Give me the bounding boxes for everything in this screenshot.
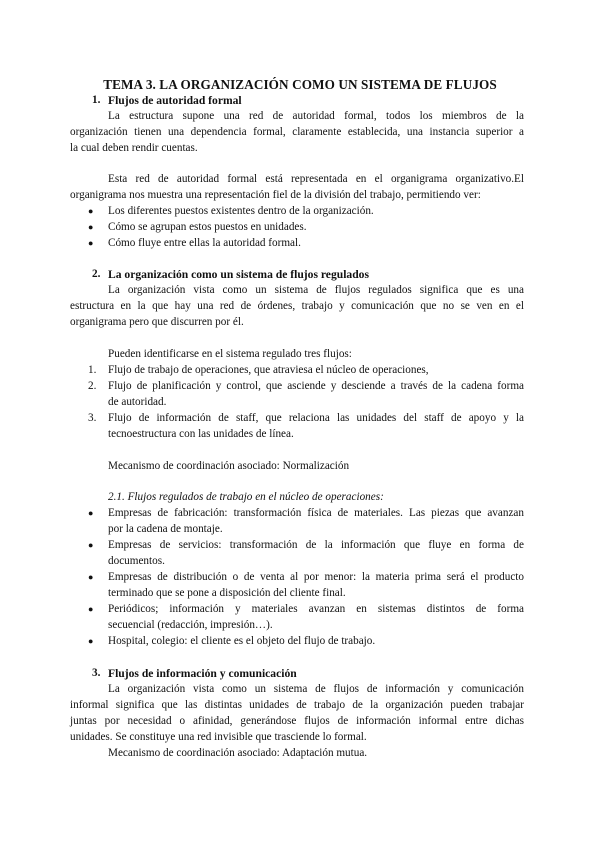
s2-sub-bullet-1-line-1: Empresas de fabricación: transformación física de materiales. Las piezas que avanzan	[108, 507, 524, 519]
s1-bullet-3: Cómo fluye entre ellas la autoridad formal.	[108, 237, 301, 249]
s3-mechanism: Mecanismo de coordinación asociado: Adaptación mutua.	[108, 747, 368, 759]
bullet-icon: ●	[88, 238, 94, 248]
s1-bullet-1: Los diferentes puestos existentes dentro de la organización.	[108, 205, 374, 217]
s2-item-2-line-2: de autoridad.	[108, 396, 167, 408]
s3-p1-line-1: La organización vista como un sistema de flujos de información y comunicación	[108, 683, 524, 695]
bullet-icon: ●	[88, 206, 94, 216]
s2-sub-bullet-5-line-1: Hospital, colegio: el cliente es el objeto del flujo de trabajo.	[108, 635, 376, 647]
s1-p2-line-1: Esta red de autoridad formal está representada en el organigrama organizativo.El	[108, 173, 524, 185]
bullet-icon: ●	[88, 604, 94, 614]
s2-sub-bullet-1-line-2: por la cadena de montaje.	[108, 523, 223, 535]
s2-p1-line-2: estructura en la que hay una red de órdenes, trabajo y comunicación que no se ven en el	[70, 300, 524, 312]
s2-item-2-number: 2.	[88, 380, 97, 392]
section-2-heading: La organización como un sistema de flujos regulados	[108, 268, 369, 281]
section-1-number: 1.	[92, 94, 101, 106]
section-2-number: 2.	[92, 268, 101, 280]
s2-p2: Pueden identificarse en el sistema regulado tres flujos:	[108, 348, 352, 360]
section-1-heading: Flujos de autoridad formal	[108, 94, 242, 107]
bullet-icon: ●	[88, 636, 94, 646]
s1-p2-line-2: organigrama nos muestra una representación fiel de la división del trabajo, permitiendo ver:	[70, 189, 481, 201]
section-3-heading: Flujos de información y comunicación	[108, 667, 297, 680]
s2-p1-line-1: La organización vista como un sistema de flujos regulados significa que es una	[108, 284, 524, 296]
s3-p1-line-2: informal significa que las distintas unidades de trabajo de la organización pueden trabajar	[70, 699, 524, 711]
s1-p1-line-1: La estructura supone una red de autoridad formal, todos los miembros de la	[108, 110, 524, 122]
s2-item-3-line-2: tecnoestructura con las unidades de línea.	[108, 428, 294, 440]
s1-p1-line-3: la cual deben rendir cuentas.	[70, 142, 198, 154]
s2-item-3-number: 3.	[88, 412, 97, 424]
bullet-icon: ●	[88, 508, 94, 518]
s2-p1-line-3: organigrama pero que discurren por él.	[70, 316, 244, 328]
s2-sub-bullet-4-line-1: Periódicos; información y materiales avanzan en sistemas distintos de forma	[108, 603, 524, 615]
s2-mechanism: Mecanismo de coordinación asociado: Normalización	[108, 460, 350, 472]
s2-item-2-line-1: Flujo de planificación y control, que asciende y desciende a través de la cadena forma	[108, 380, 524, 392]
s2-sub-bullet-3-line-1: Empresas de distribución o de venta al por menor: la materia prima será el producto	[108, 571, 524, 583]
s2-sub-bullet-2-line-2: documentos.	[108, 555, 165, 567]
s3-p1-line-4: unidades. Se constituye una red invisible que trasciende lo formal.	[70, 731, 367, 743]
s2-item-1-line-1: Flujo de trabajo de operaciones, que atraviesa el núcleo de operaciones,	[108, 364, 429, 376]
s3-p1-line-3: juntas por necesidad o afinidad, generándose flujos de información informal entre dichas	[70, 715, 524, 727]
bullet-icon: ●	[88, 540, 94, 550]
section-3-number: 3.	[92, 667, 101, 679]
bullet-icon: ●	[88, 222, 94, 232]
bullet-icon: ●	[88, 572, 94, 582]
s1-bullet-2: Cómo se agrupan estos puestos en unidades.	[108, 221, 307, 233]
s2-item-1-number: 1.	[88, 364, 97, 376]
s2-sub-bullet-4-line-2: secuencial (redacción, impresión…).	[108, 619, 273, 631]
s1-p1-line-2: organización tienen una dependencia formal, claramente establecida, una instancia superior a	[70, 126, 524, 138]
document-title: TEMA 3. LA ORGANIZACIÓN COMO UN SISTEMA DE FLUJOS	[103, 77, 497, 92]
subsection-2-1-heading: 2.1. Flujos regulados de trabajo en el núcleo de operaciones:	[108, 491, 384, 503]
s2-sub-bullet-3-line-2: terminado que se pone a disposición del cliente final.	[108, 587, 346, 599]
s2-sub-bullet-2-line-1: Empresas de servicios: transformación de la información que fluye en forma de	[108, 539, 524, 551]
s2-item-3-line-1: Flujo de información de staff, que relaciona las unidades del staff de apoyo y la	[108, 412, 524, 424]
